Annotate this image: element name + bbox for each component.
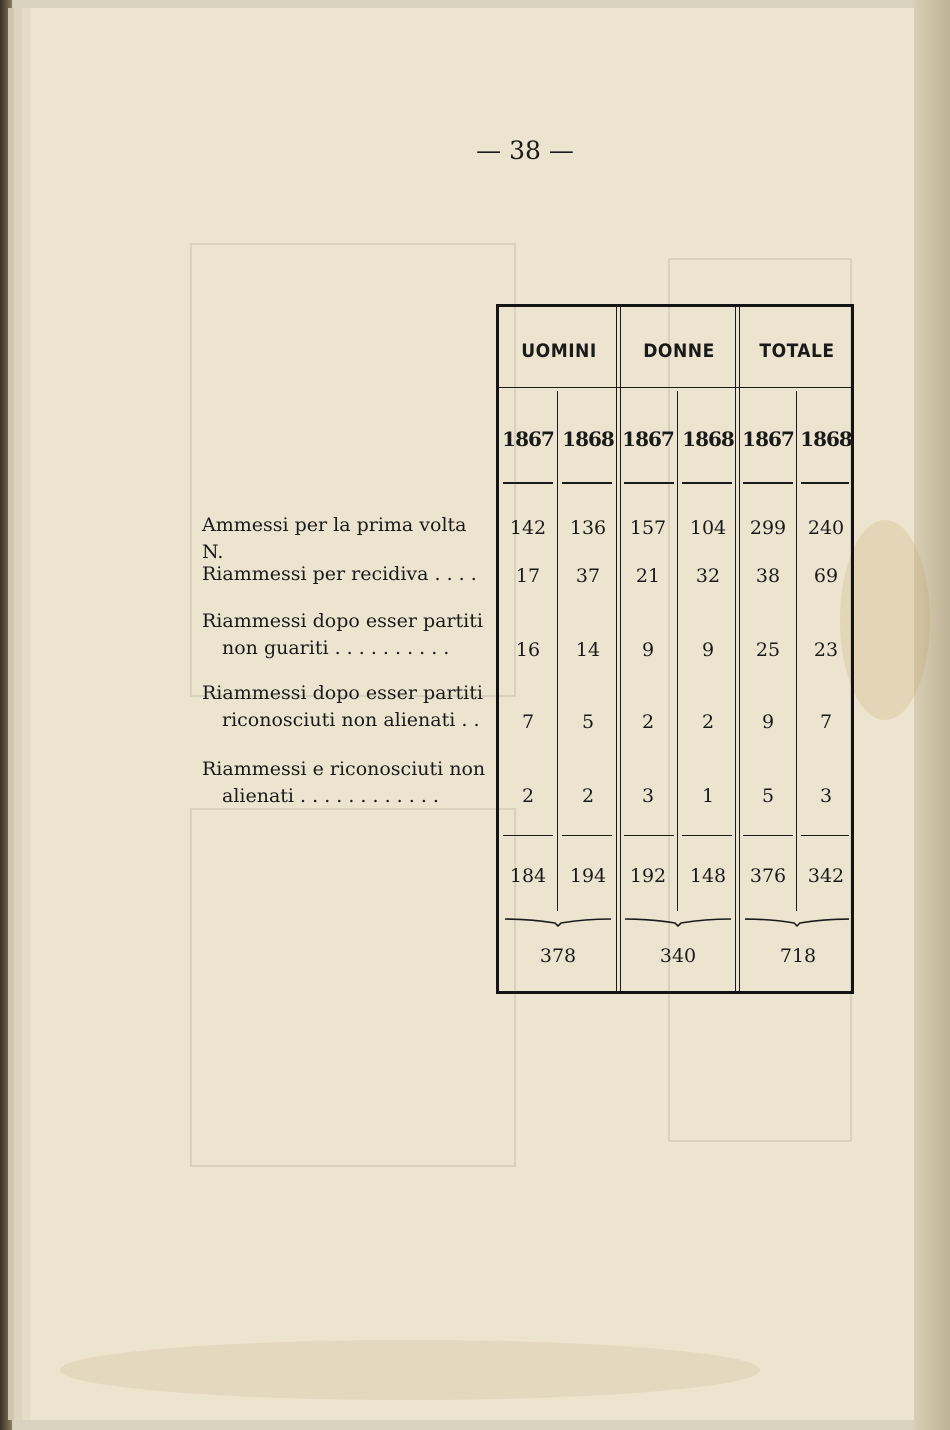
table-cell: 17 [515,565,541,587]
year-rule [503,482,553,484]
table-cell: 9 [701,639,715,661]
statistics-table [496,304,854,994]
table-cell: 7 [819,711,833,733]
year-divider [557,391,558,911]
grand-total-totale: 718 [779,945,817,967]
table-cell: 5 [581,711,595,733]
table-cell: 37 [575,565,601,587]
table-cell: 2 [641,711,655,733]
table-cell: 1 [701,785,715,807]
book-spine [0,0,12,1430]
year-rule [624,482,674,484]
header-uomini: UOMINI [521,340,597,362]
brace-icon [625,917,731,927]
table-cell: 32 [695,565,721,587]
subtotal-rule [743,835,793,836]
subtotal-cell: 342 [807,865,845,887]
year-label: 1868 [562,427,614,451]
paper-stain [60,1340,760,1400]
table-cell: 38 [755,565,781,587]
page-edge [914,0,950,1430]
subtotal-cell: 184 [509,865,547,887]
table-cell: 299 [749,517,787,539]
table-cell: 21 [635,565,661,587]
subtotal-rule [624,835,674,836]
table-cell: 157 [629,517,667,539]
table-cell: 69 [813,565,839,587]
table-cell: 7 [521,711,535,733]
year-rule [743,482,793,484]
table-cell: 5 [761,785,775,807]
table-cell: 16 [515,639,541,661]
subtotal-cell: 194 [569,865,607,887]
table-cell: 3 [819,785,833,807]
year-label: 1867 [742,427,794,451]
table-cell: 136 [569,517,607,539]
row-label: Riammessi per recidiva . . . . [202,563,477,585]
subtotal-cell: 376 [749,865,787,887]
table-cell: 2 [701,711,715,733]
table-cell: 9 [761,711,775,733]
subtotal-cell: 192 [629,865,667,887]
row-label: Ammessi per la prima volta N. [202,514,467,563]
table-cell: 25 [755,639,781,661]
subtotal-rule [801,835,849,836]
bleed-through-table [190,808,516,1167]
year-label: 1867 [502,427,554,451]
table-cell: 2 [521,785,535,807]
header-rule [499,387,851,388]
brace-icon [505,917,611,927]
grand-total-uomini: 378 [539,945,577,967]
table-cell: 240 [807,517,845,539]
year-label: 1868 [682,427,734,451]
year-rule [682,482,732,484]
year-rule [801,482,849,484]
brace-icon [745,917,849,927]
grand-total-donne: 340 [659,945,697,967]
subtotal-cell: 148 [689,865,727,887]
year-rule [562,482,612,484]
subtotal-rule [503,835,553,836]
table-cell: 23 [813,639,839,661]
year-divider [677,391,678,911]
subtotal-rule [682,835,732,836]
row-label: Riammessi dopo esser partiti non guariti . . . . . . . . . . [202,610,483,659]
table-cell: 14 [575,639,601,661]
table-cell: 3 [641,785,655,807]
header-donne: DONNE [643,340,715,362]
year-label: 1867 [622,427,674,451]
table-cell: 2 [581,785,595,807]
subtotal-rule [562,835,612,836]
table-cell: 142 [509,517,547,539]
header-totale: TOTALE [759,340,835,362]
row-label: Riammessi dopo esser partiti riconosciuti non alienati . . [202,682,483,731]
row-label: Riammessi e riconosciuti non alienati . . . . . . . . . . . . [202,758,486,807]
year-label: 1868 [800,427,852,451]
page-number: — 38 — [476,136,574,165]
table-cell: 104 [689,517,727,539]
table-cell: 9 [641,639,655,661]
